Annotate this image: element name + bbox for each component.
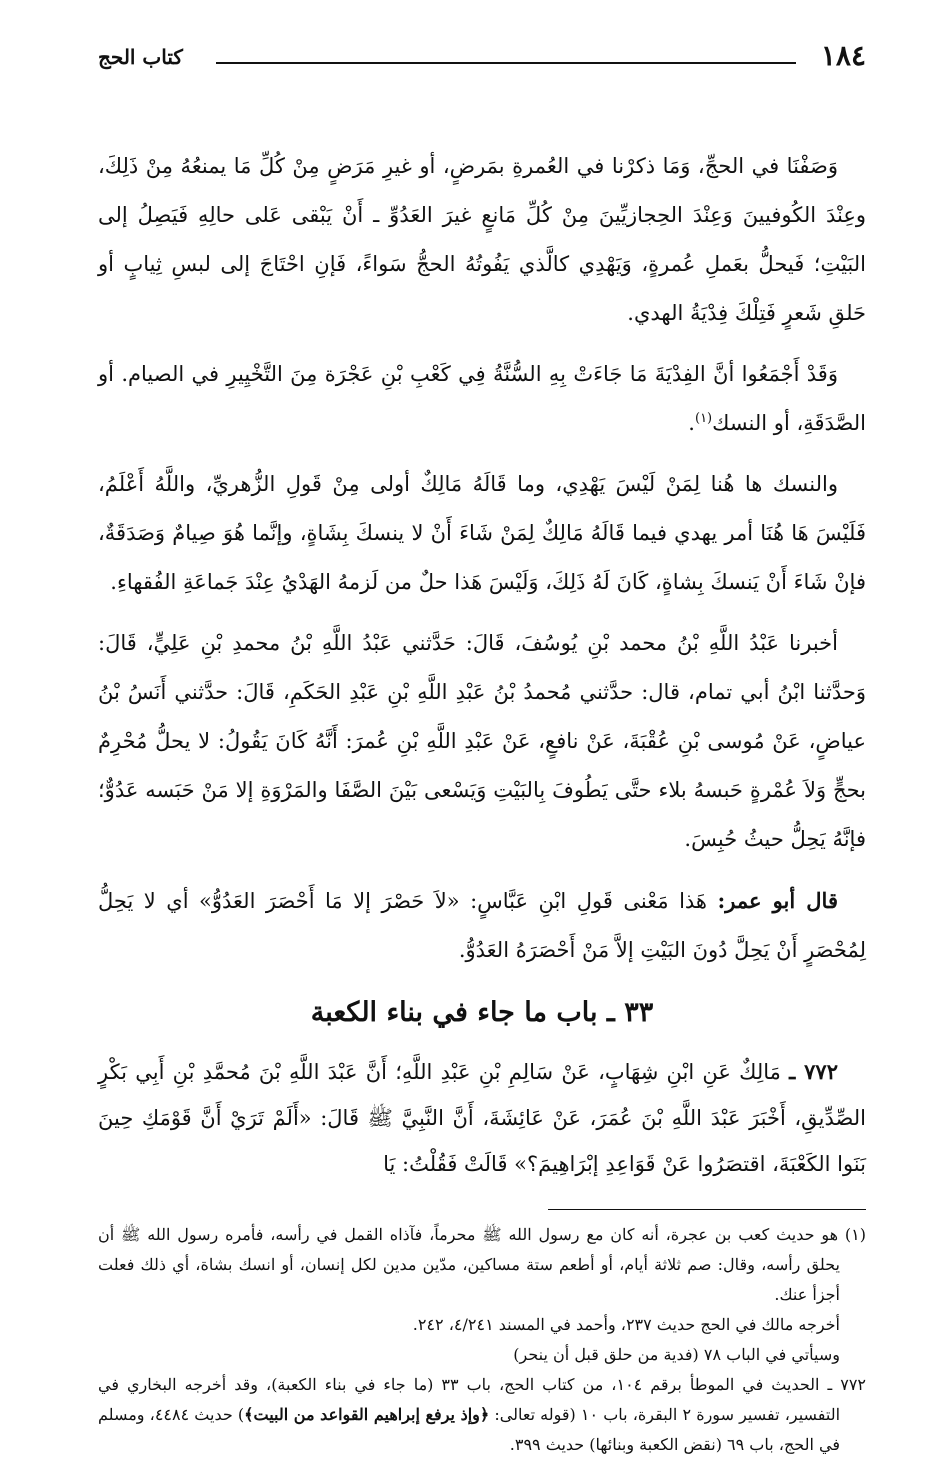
hadith-number: ٧٧٢ ـ [789, 1059, 838, 1084]
abu-umar-text: هَذا مَعْنى قَولِ ابْنِ عَبَّاسٍ: «لاَ حَصْرَ إلا مَا أَحْصَرَ العَدُوُّ» أي لا يَحِلُّ لِمُحْصَرٍ أَنْ يَحِلَّ دُونَ البَيْتِ إلاَّ مَنْ أَحْصَرَهُ العَدُوُّ. [98, 889, 866, 962]
footnote-rule [548, 1209, 866, 1210]
page-number: ١٨٤ [820, 39, 866, 72]
hadith-text: مَالِكٌ عَنِ ابْنِ شِهَابٍ، عَنْ سَالِمِ بْنِ عَبْدِ اللَّهِ؛ أَنَّ عَبْدَ اللَّهِ بْنَ مُحمَّدِ بْنِ أَبِي بَكْرٍ الصِّدِّيقِ، أَخْبَرَ عَبْدَ اللَّهِ بْنَ عُمَرَ، عَنْ عَائِشَةَ، أَنَّ النَّبِيَّ ﷺ قَالَ: «أَلَمْ تَرَيْ أَنَّ قَوْمَكِ حِينَ بَنَوا الكَعْبَةَ، اقتصَرُوا عَنْ قَوَاعِدِ إبْرَاهِيمَ؟» قَالَتْ فَقُلْتُ: يَا [98, 1060, 866, 1176]
chapter-heading: ٣٣ ـ باب ما جاء في بناء الكعبة [310, 997, 654, 1028]
footnotes [98, 1220, 866, 1460]
footnote-772 [98, 1370, 866, 1460]
footnote-1-source: أخرجه مالك في الحج حديث ٢٣٧، وأحمد في المسند ٤/٢٤١، ٢٤٢. [412, 1315, 840, 1334]
book-page [98, 38, 866, 1460]
footnote-772-text-b: ) حديث ٤٤٨٤، ومسلم في الحج، باب ٦٩ (نقض الكعبة وبنائها) حديث ٣٩٩. [98, 1405, 840, 1454]
paragraph-4: أخبرنا عَبْدُ اللَّهِ بْنُ محمد بْنِ يُوسُفَ، قَالَ: حَدَّثني عَبْدُ اللَّهِ بْنُ محمدِ بْنِ عَلِيٍّ، قَالَ: وَحدَّثنا ابْنُ أبي تمام، قال: حدَّثني مُحمدُ بْنُ عَبْدِ اللَّهِ بْنِ عَبْدِ الحَكَمِ، قَالَ: حدَّثني أَنَسُ بْنُ عياضٍ، عَنْ مُوسى بْنِ عُقْبَةَ، عَنْ نافعٍ، عَنْ عَبْدِ اللَّهِ بْنِ عُمرَ: أَنَّهُ كَانَ يَقُولُ: لا يحلُّ مُحْرِمٌ بحجٍّ وَلاَ عُمْرةٍ حَبسهُ بلاء حتَّى يَطُوفَ بِالبَيْتِ وَيَسْعى بَيْنَ الصَّفَا والمَرْوَةِ إلا مَنْ حَبَسه عَدُوٌّ؛ فإنَّهُ يَحِلُّ حيثُ حُبِسَ. [98, 631, 866, 851]
footnote-marker: (١) [694, 411, 713, 426]
footnote-772-verse: ﴿وإذ يرفع إبراهيم القواعد من البيت﴾ [244, 1405, 490, 1424]
paragraph-2-text: وَقَدْ أَجْمَعُوا أنَّ الفِدْيَةَ مَا جَاءَتْ بِهِ السُّنَّةُ فِي كَعْبِ بْنِ عَجْرَة مِنَ التَّخْيِيرِ في الصيام. أو الصَّدَقَةِ، أو النسك [98, 362, 866, 435]
paragraph-1: وَصَفْنَا في الحجِّ، وَمَا ذكرْنا في العُمرةِ بمَرضٍ، أو غيرِ مَرَضٍ مِنْ كُلِّ مَا يمنعُهُ مِنْ ذَلِكَ، وعِنْدَ الكُوفيينَ وَعِنْدَ الحِجازيِّينَ مِنْ كُلِّ مَانعٍ غيرَ العَدُوِّ ـ أَنْ يَبْقى عَلى حالِهِ فَيَصِلُ إلى البَيْتِ؛ فَيحلُّ بعَملِ عُمرةٍ، وَيَهْدِي كالَّذي يَفُوتُهُ الحجُّ سَواءً، فَإنِ احْتَاجَ إلى لبسِ ثِيابٍ أو حَلقِ شَعرٍ فَتِلْكَ فِدْيَةُ الهدي. [98, 154, 866, 325]
footnote-772-text-a: ٧٧٢ ـ الحديث في الموطأ برقم ١٠٤، من كتاب الحج، باب ٣٣ (ما جاء في بناء الكعبة)، وقد أخرجه البخاري في التفسير، تفسير سورة ٢ البقرة، باب ١٠ (قوله تعالى: [98, 1375, 866, 1424]
footnote-1: (١) هو حديث كعب بن عجرة، أنه كان مع رسول الله ﷺ محرماً، فآذاه القمل في رأسه، فأمره رسول الله ﷺ أن يحلق رأسه، وقال: صم ثلاثة أيام، أو أطعم ستة مساكين، مدّين مدين لكل إنسان، أو انسك بشاة، أي ذلك فعلت أجزأ عنك. [98, 1225, 866, 1304]
paragraph-3: والنسك ها هُنا لِمَنْ لَيْسَ يَهْدِي، وما قَالَهُ مَالِكٌ أولى مِنْ قَولِ الزُّهريِّ، واللَّهُ أَعْلَمُ، فَلَيْسَ هَا هُنَا أمر يهدي فيما قَالَهُ مَالِكٌ لِمَنْ شَاءَ أَنْ لا ينسكَ بِشَاةٍ، وإنَّما هُوَ صِيامٌ وَصَدَقَةٌ، فإنْ شَاءَ أَنْ يَنسكَ بِشاةٍ، كَانَ لَهُ ذَلِكَ، وَلَيْسَ هَذا حلٌ من لَزمهُ الهَدْيُ عِنْدَ جَماعَةِ الفُقهاءِ. [98, 472, 866, 594]
page-header [98, 38, 866, 78]
paragraph-2: وَقَدْ أَجْمَعُوا أنَّ الفِدْيَةَ مَا جَاءَتْ بِهِ السُّنَّةُ فِي كَعْبِ بْنِ عَجْرَة مِنَ التَّخْيِيرِ في الصيام. أو الصَّدَقَةِ، أو النسك$^{(١)}$. [98, 362, 866, 435]
header-rule [216, 62, 796, 64]
running-title: كتاب الحج [98, 45, 183, 69]
paragraph-abu-umar [98, 876, 866, 975]
body-text [98, 142, 866, 1187]
footnote-1-see-also: وسيأتي في الباب ٧٨ (فدية من حلق قبل أن ينحر) [513, 1345, 840, 1364]
hadith-772 [98, 1049, 866, 1187]
abu-umar-lead: قال أبو عمر: [717, 888, 838, 913]
